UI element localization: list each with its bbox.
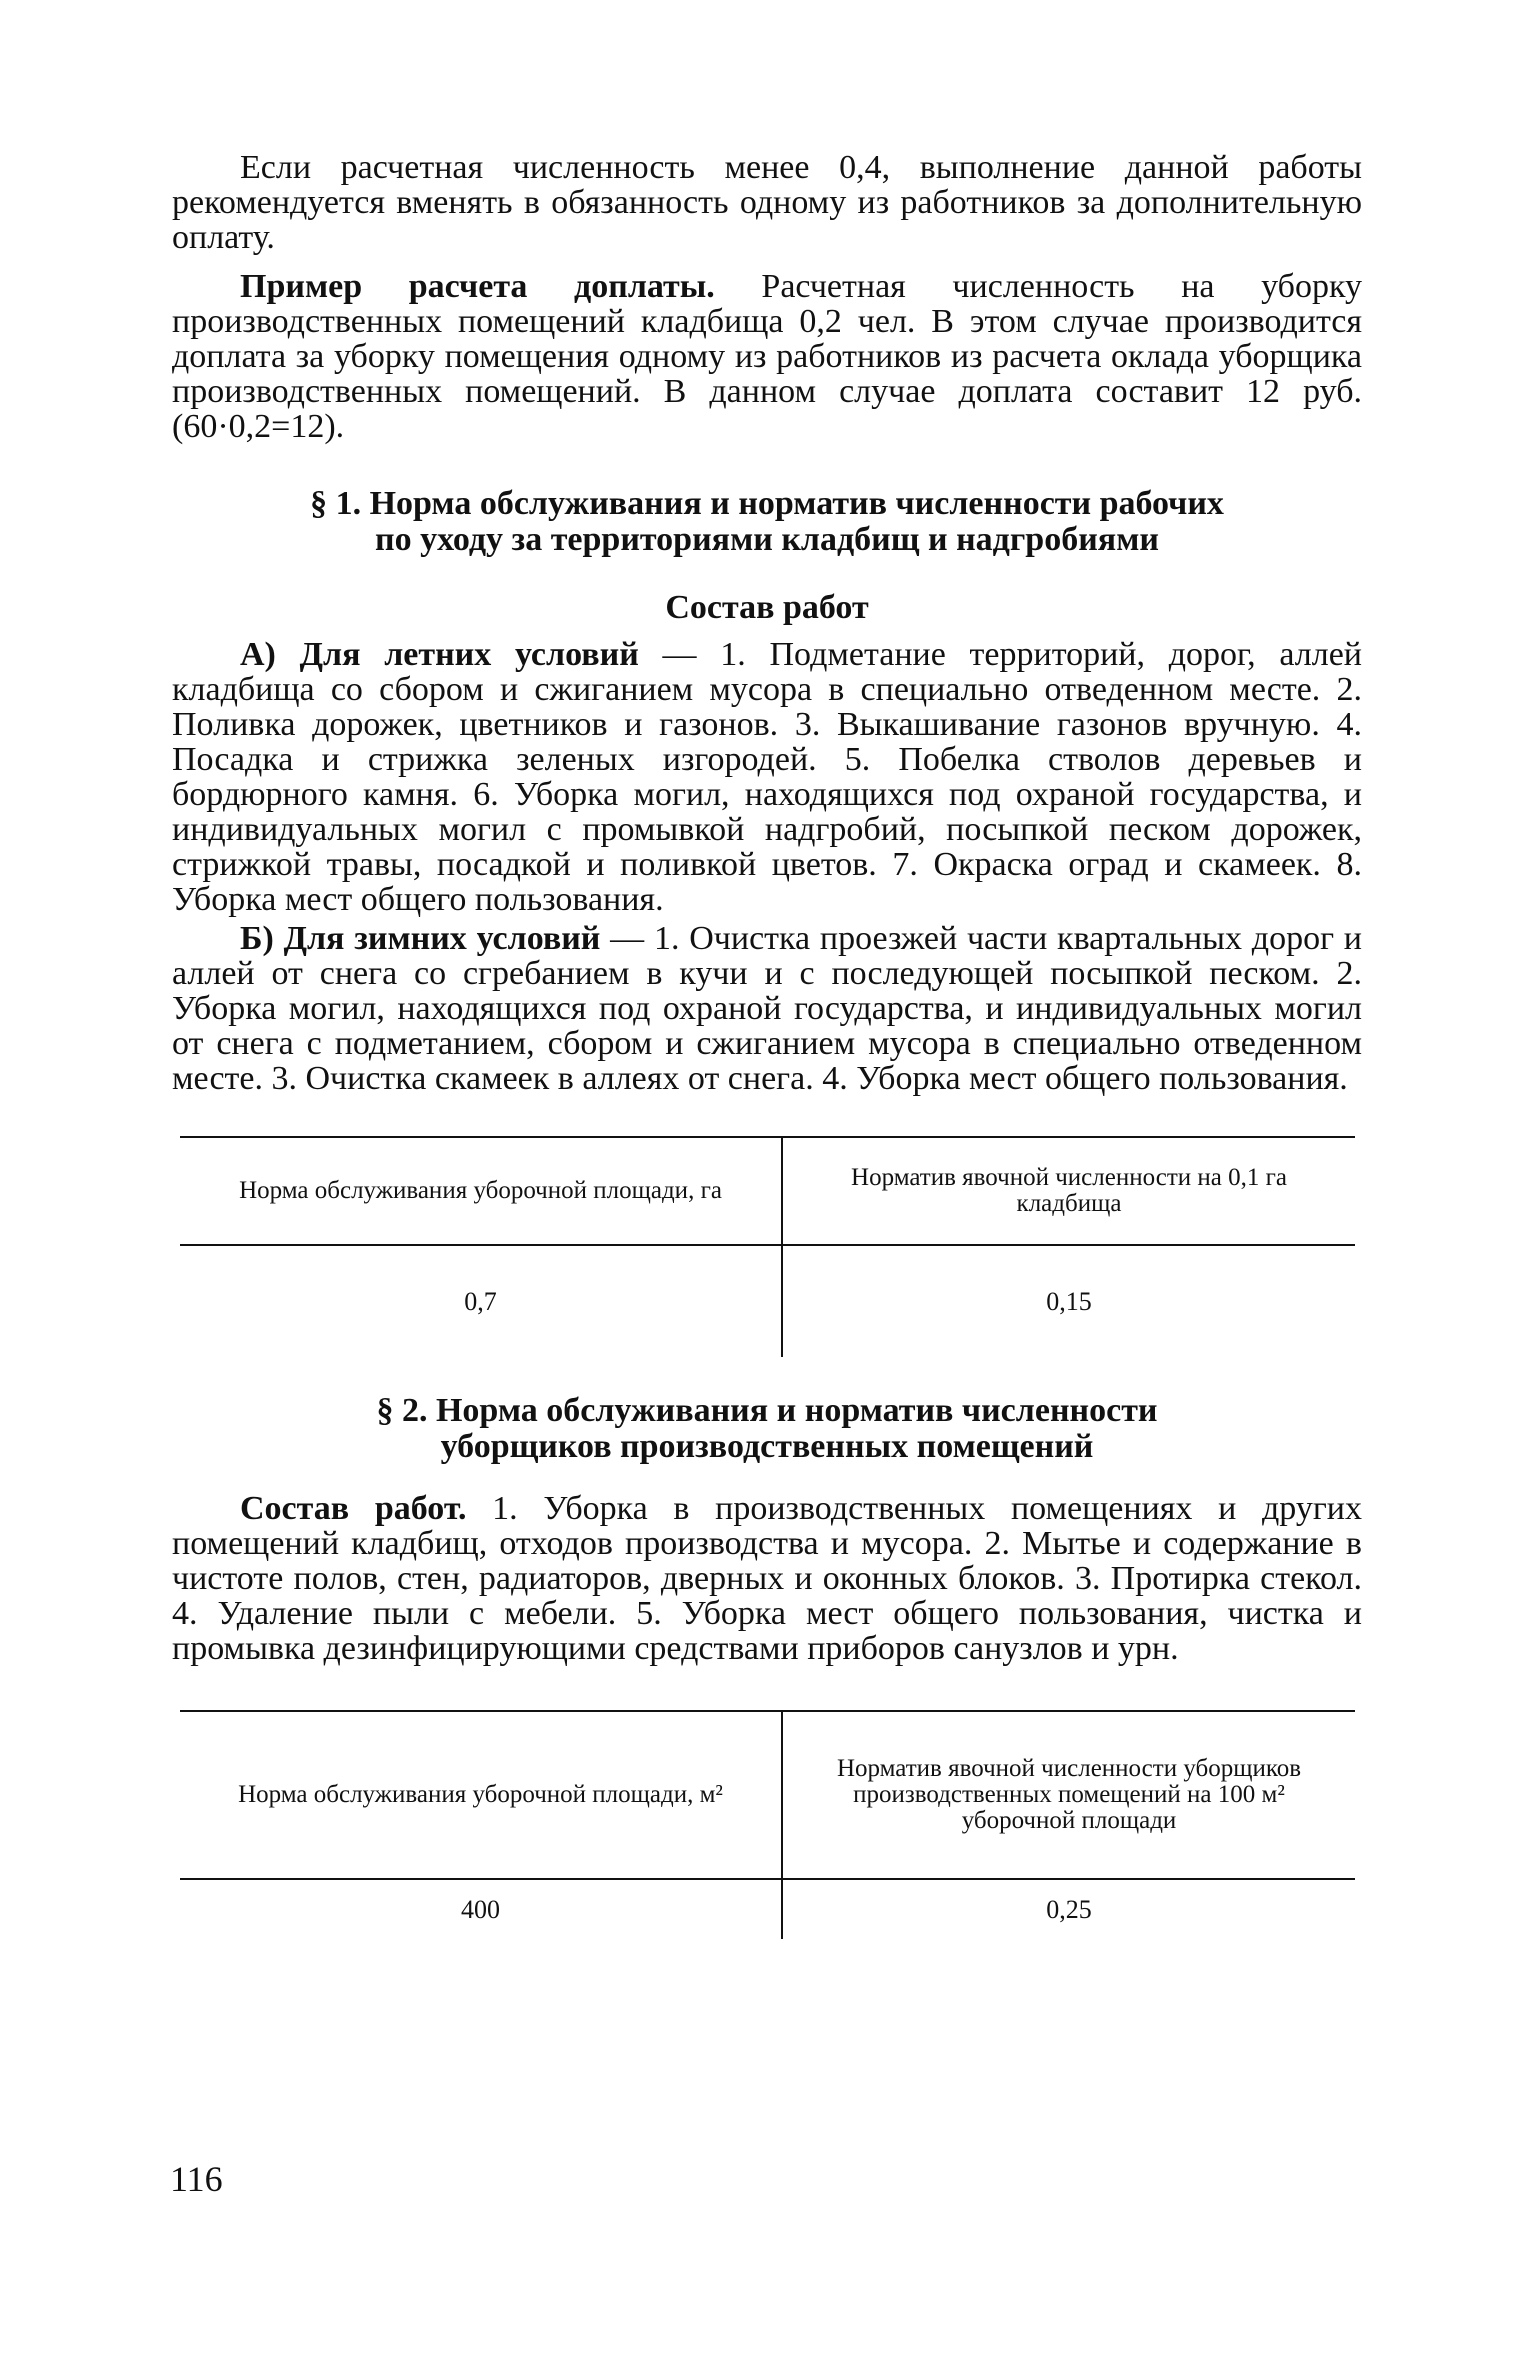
section-2-works-paragraph [172,1491,1362,1666]
table-col1-value: 0,7 [180,1245,782,1357]
winter-works-lead: Б) Для зимних условий [240,920,601,957]
table-col1-header: Норма обслуживания уборочной площади, м² [180,1711,782,1879]
section-1 [172,486,1362,1357]
section-2-norm-table [180,1710,1355,1939]
winter-works-paragraph [172,921,1362,1096]
section-2-title-line-1: § 2. Норма обслуживания и норматив численности [376,1392,1158,1429]
section-1-norm-table [180,1136,1355,1357]
table-col1-value: 400 [180,1879,782,1939]
summer-works-paragraph [172,637,1362,917]
section-2-works-text: 1. Уборка в производственных помещениях и других помещений кладбищ, отходов производства и мусора. 2. Мытье и содержание в чистоте полов, стен, радиаторов, дверных и оконных блоков. 3. Протирка стекол. 4. Удаление пыли с мебели. 5. Уборка мест общего пользования, чистка и промывка дезинфицирующими средствами приборов санузлов и урн. [172,1490,1362,1667]
section-2 [172,1393,1362,1939]
calculation-example-paragraph [172,269,1362,444]
table-col2-value: 0,25 [1046,1894,1092,1924]
table-value-row [180,1879,1355,1939]
document-page [172,150,1362,1939]
summer-works-lead: А) Для летних условий [240,636,639,673]
table-col1-header: Норма обслуживания уборочной площади, га [180,1137,782,1245]
table-header-row [180,1711,1355,1879]
table-col2-value: 0,15 [1046,1286,1092,1316]
table-header-row [180,1137,1355,1245]
section-1-title-line-2: по уходу за территориями кладбищ и надгробиями [375,521,1159,558]
table-value-row [180,1245,1355,1357]
table-col2-header: Норматив явочной численности на 0,1 га кладбища [782,1137,1355,1245]
section-2-works-lead: Состав работ. [240,1490,467,1527]
section-1-subhead: Состав работ [665,589,869,626]
calculation-example-text: Расчетная численность на уборку производственных помещений кладбища 0,2 чел. В этом случае производится доплата за уборку помещения одному из работников из расчета оклада уборщика производственных помещений. В данном случае доплата составит 12 руб. (60·0,2=12). [172,268,1362,445]
winter-works-text: — 1. Очистка проезжей части квартальных дорог и аллей от снега со сгребанием в кучи и с последующей посыпкой песком. 2. Уборка могил, находящихся под охраной государства, и индивидуальных могил от снега с подметанием, сбором и сжиганием мусора в специально отведенном месте. 3. Очистка скамеек в аллеях от снега. 4. Уборка мест общего пользования. [172,920,1362,1097]
intro-paragraph: Если расчетная численность менее 0,4, выполнение данной работы рекомендуется вменять в обязанность одному из работников за дополнительную оплату. [172,149,1362,256]
section-2-title-line-2: уборщиков производственных помещений [440,1428,1094,1465]
summer-works-text: — 1. Подметание территорий, дорог, аллей кладбища со сбором и сжиганием мусора в специально отведенном месте. 2. Поливка дорожек, цветников и газонов. 3. Выкашивание газонов вручную. 4. Посадка и стрижка зеленых изгородей. 5. Побелка стволов деревьев и бордюрного камня. 6. Уборка могил, находящихся под охраной государства, и индивидуальных могил с промывкой надгробий, посыпкой песком дорожек, стрижкой травы, посадкой и поливкой цветов. 7. Окраска оград и скамеек. 8. Уборка мест общего пользования. [172,636,1362,918]
page-number: 116 [170,2159,223,2199]
calculation-example-lead: Пример расчета доплаты. [240,268,715,305]
table-col2-header: Норматив явочной численности уборщиков производственных помещений на 100 м² уборочной площади [782,1711,1355,1879]
section-1-title-line-1: § 1. Норма обслуживания и норматив численности рабочих [310,485,1224,522]
